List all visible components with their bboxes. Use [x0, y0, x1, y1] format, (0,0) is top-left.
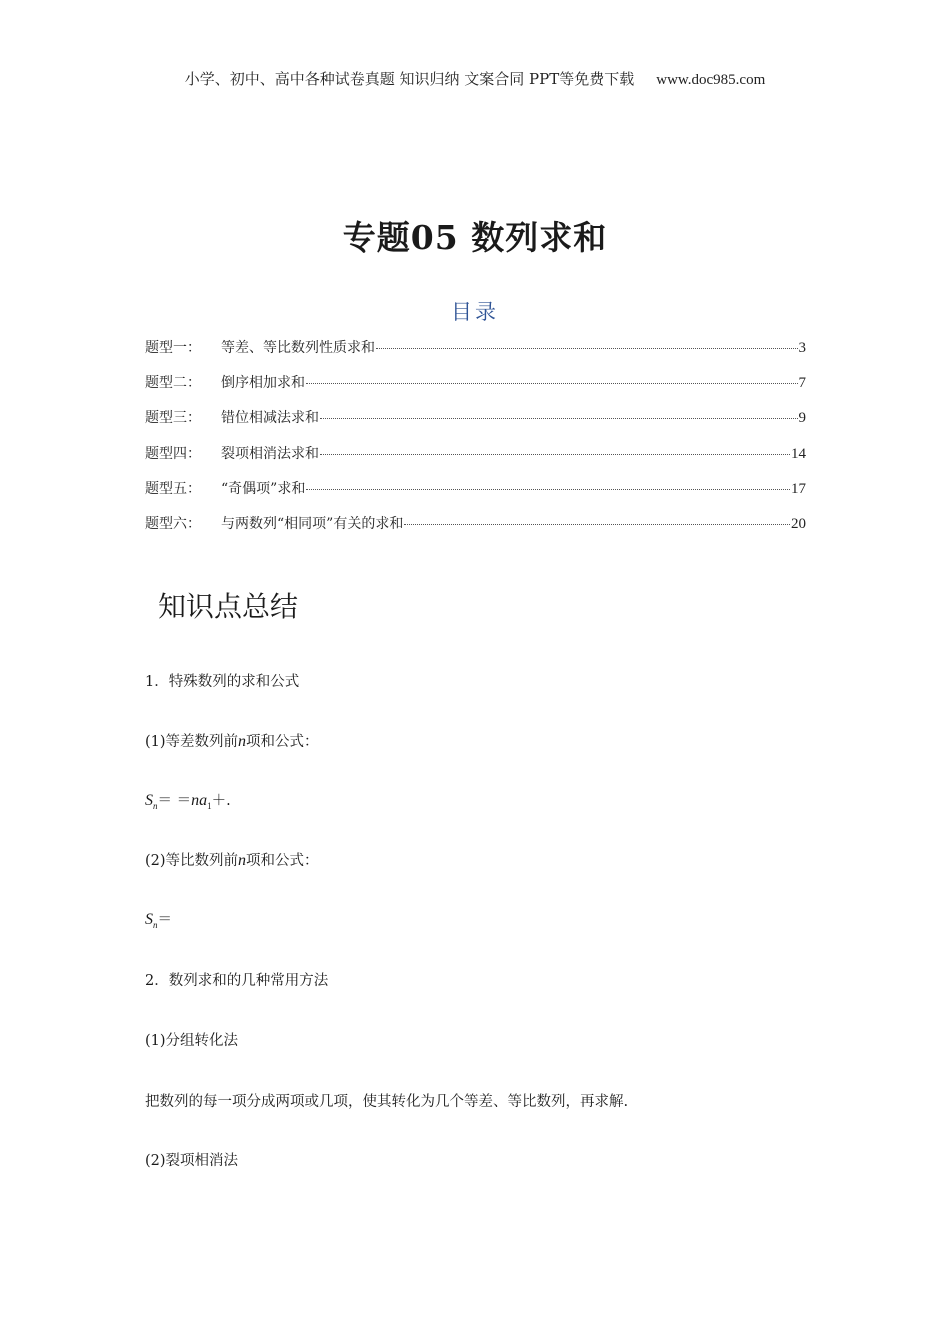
term-na: na — [191, 792, 208, 809]
text-fragment: 项和公式： — [246, 734, 319, 750]
paragraph-group-description: 把数列的每一项分成两项或几项，使其转化为几个等差、等比数列，再求解. — [145, 1094, 629, 1110]
header-text: 小学、初中、高中各种试卷真题 知识归纳 文案合同 PPT等免费下载 — [184, 70, 635, 88]
paragraph-special-formulas: 1．特殊数列的求和公式 — [145, 674, 300, 690]
subscript-n: n — [153, 919, 158, 930]
paragraph-arithmetic-sum — [145, 730, 319, 751]
toc-text: 裂项相消法求和 — [221, 445, 319, 462]
toc-page-number: 3 — [798, 340, 806, 356]
paragraph-geometric-sum — [145, 849, 319, 870]
table-of-contents — [145, 337, 806, 548]
toc-entry-4[interactable] — [145, 443, 806, 478]
text-fragment: (2)等比数列前 — [145, 853, 239, 869]
symbol-S: S — [145, 792, 153, 809]
toc-label: 题型一： — [145, 340, 201, 356]
toc-text: “奇偶项”求和 — [221, 480, 306, 497]
toc-page-number: 7 — [798, 375, 806, 392]
toc-entry-6[interactable] — [145, 513, 806, 548]
formula-tail: ＋. — [211, 793, 231, 809]
document-title: 专题05 数列求和 — [342, 218, 608, 257]
toc-page-number: 17 — [791, 480, 806, 497]
subscript-n: n — [153, 800, 158, 811]
toc-leader — [404, 524, 790, 525]
toc-entry-3[interactable] — [145, 407, 806, 442]
toc-heading: 目录 — [451, 300, 499, 324]
paragraph-methods: 2．数列求和的几种常用方法 — [145, 973, 329, 989]
formula-equals: ＝ ＝ — [157, 793, 192, 809]
toc-leader — [306, 383, 798, 384]
toc-label: 题型三： — [145, 410, 201, 427]
toc-leader — [320, 418, 798, 419]
toc-label: 题型六： — [145, 515, 201, 532]
toc-label: 题型二： — [145, 375, 201, 392]
paragraph-group-method: (1)分组转化法 — [145, 1033, 239, 1049]
toc-text: 与两数列“相同项”有关的求和 — [221, 515, 404, 532]
toc-leader — [320, 454, 790, 455]
toc-page-number: 14 — [791, 445, 806, 462]
toc-label: 题型五： — [145, 480, 201, 497]
toc-text: 等差、等比数列性质求和 — [221, 340, 375, 356]
toc-text: 错位相减法求和 — [221, 410, 319, 427]
toc-entry-2[interactable] — [145, 372, 806, 407]
toc-leader — [376, 348, 798, 349]
toc-label: 题型四： — [145, 445, 201, 462]
toc-page-number: 9 — [798, 410, 806, 427]
section-heading: 知识点总结 — [158, 590, 299, 623]
toc-text: 倒序相加求和 — [221, 375, 305, 392]
paragraph-telescoping-method: (2)裂项相消法 — [145, 1153, 239, 1169]
variable-n: n — [238, 733, 247, 750]
text-fragment: 项和公式： — [246, 853, 319, 869]
page-header — [0, 68, 950, 89]
toc-entry-5[interactable] — [145, 478, 806, 513]
formula-equals: ＝ — [157, 912, 172, 928]
toc-page-number: 20 — [791, 515, 806, 532]
toc-leader — [306, 489, 790, 490]
symbol-S: S — [145, 911, 153, 928]
header-url[interactable]: www.doc985.com — [656, 72, 766, 88]
formula-arithmetic-sum — [145, 789, 231, 811]
subscript-1: 1 — [207, 800, 212, 811]
variable-n: n — [238, 852, 247, 869]
formula-geometric-sum — [145, 908, 172, 930]
toc-entry-1[interactable] — [145, 337, 806, 372]
text-fragment: (1)等差数列前 — [145, 734, 239, 750]
